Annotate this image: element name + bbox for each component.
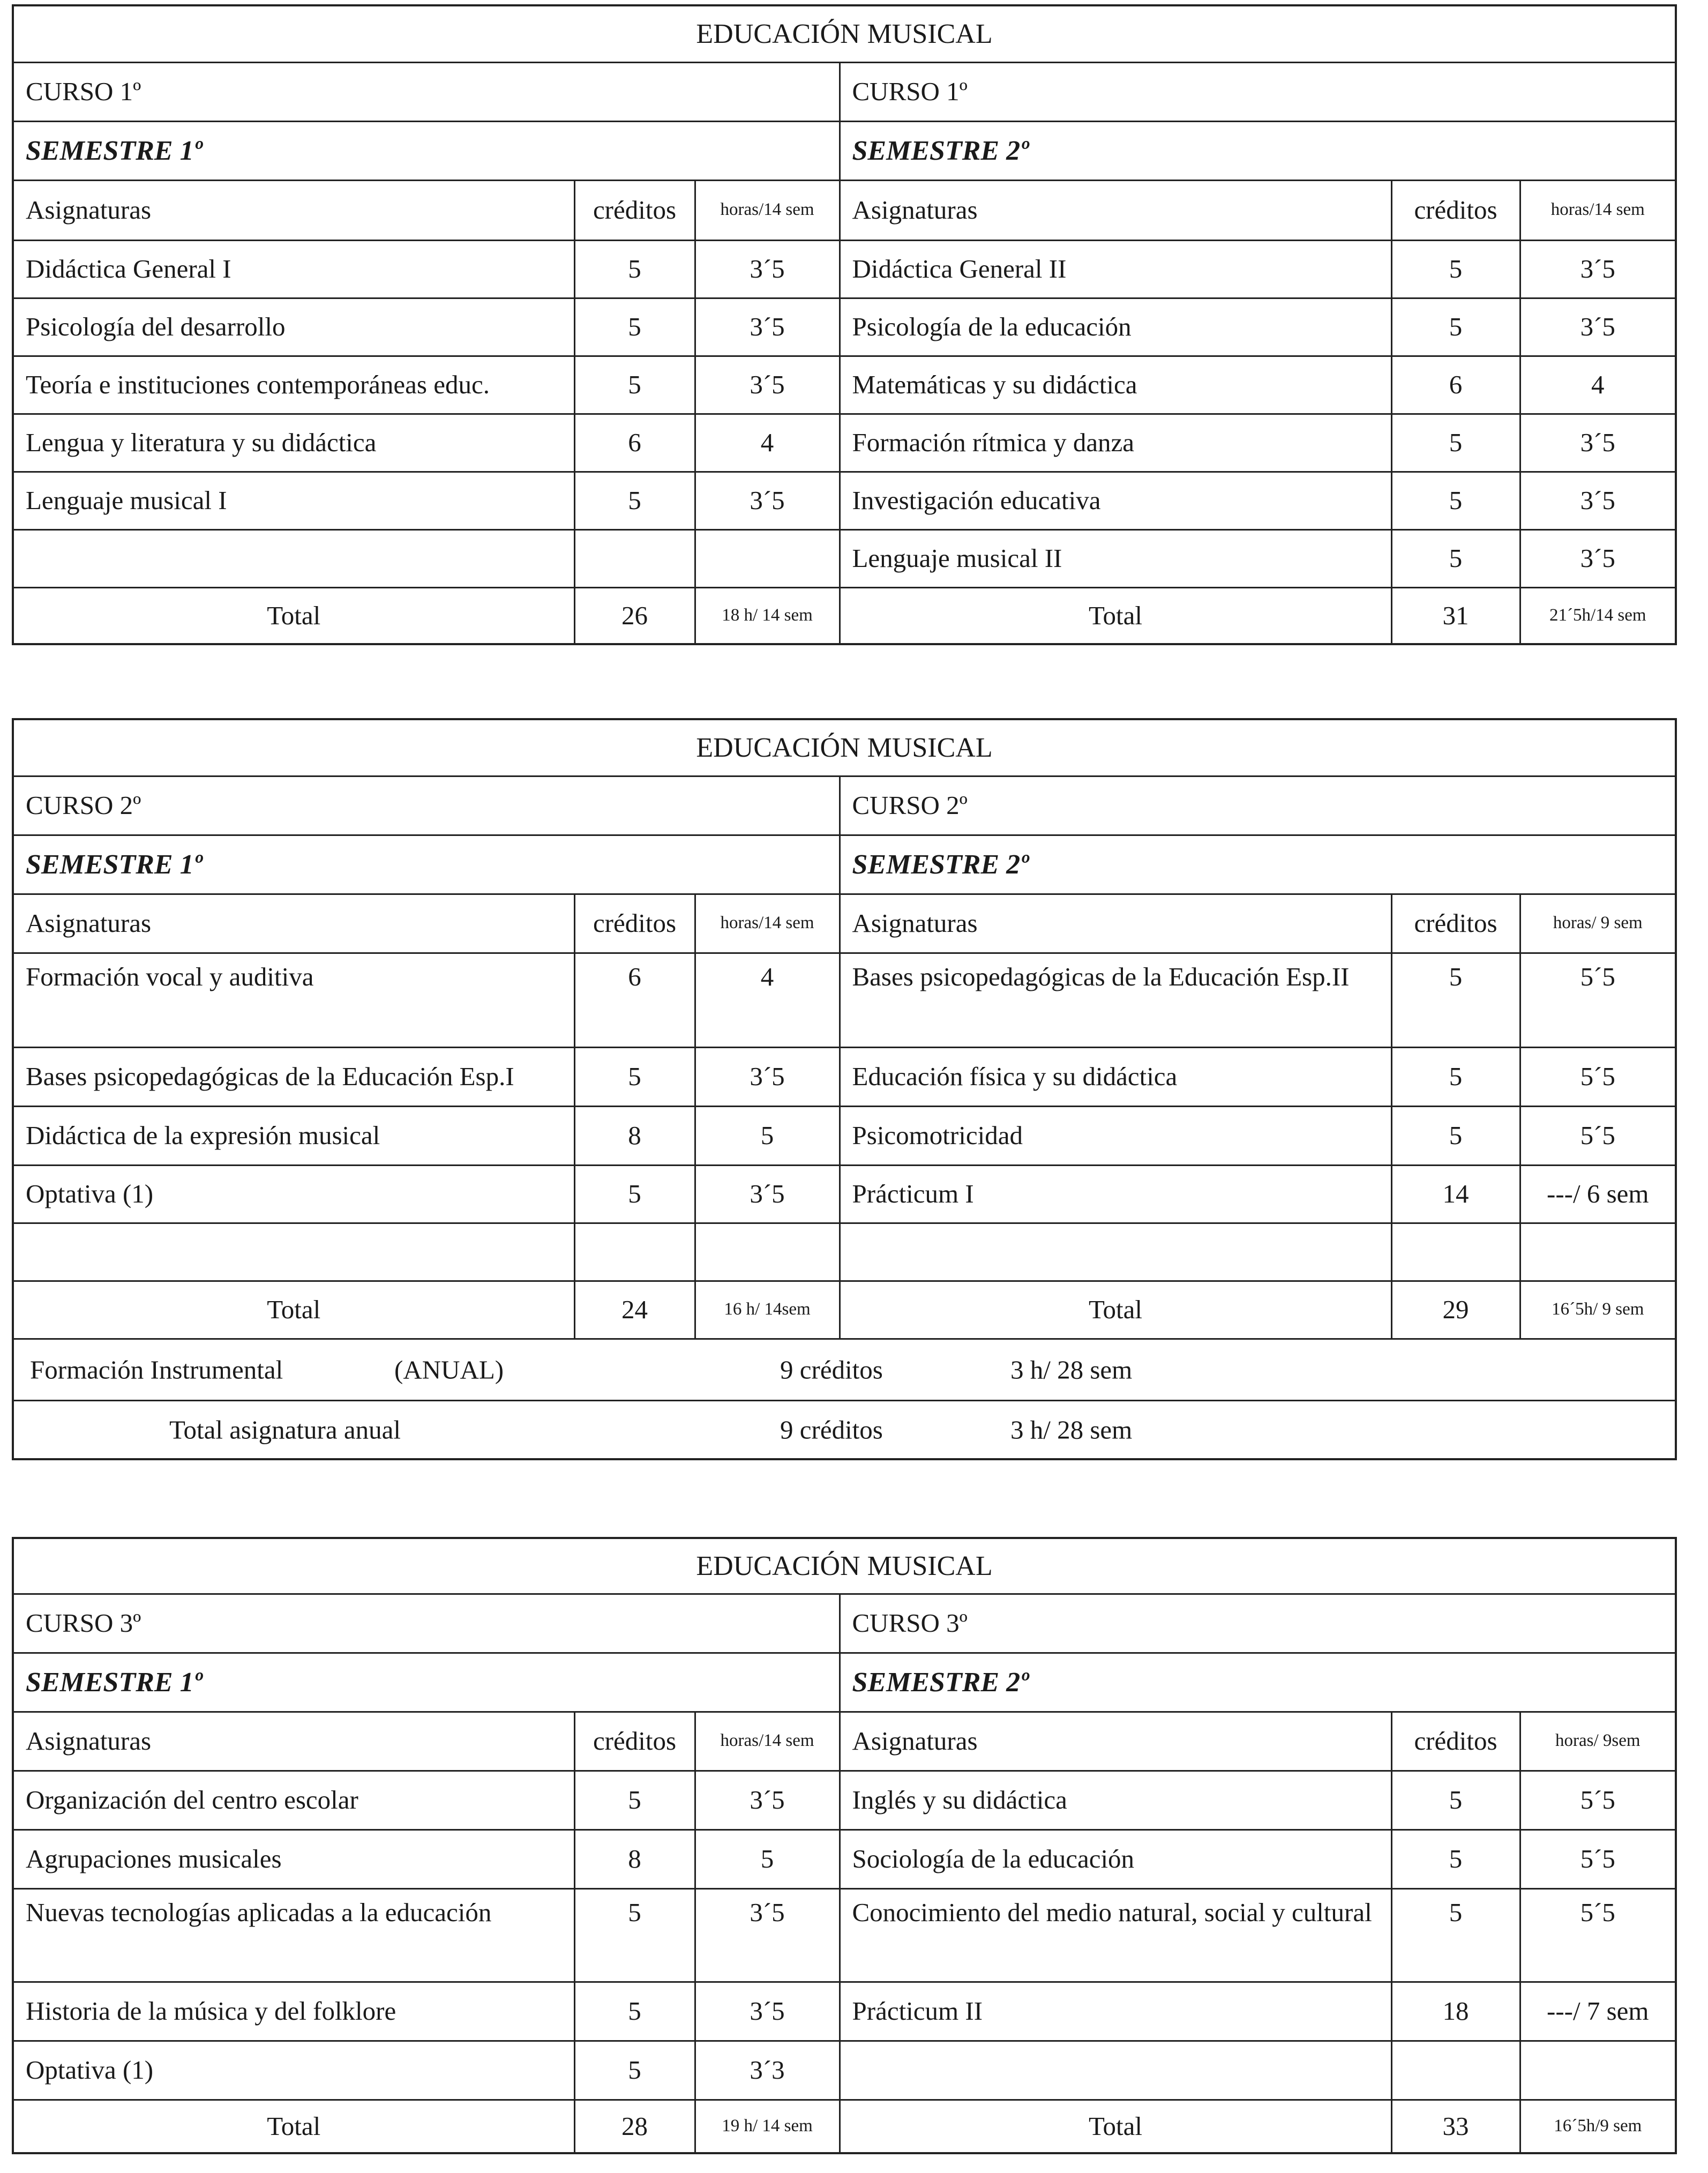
hours-header: horas/14 sem bbox=[695, 894, 840, 953]
hours-cell: 3´5 bbox=[695, 1165, 840, 1223]
subject-cell bbox=[840, 1223, 1391, 1281]
hours-cell: ---/ 6 sem bbox=[1520, 1165, 1676, 1223]
table-row bbox=[13, 1829, 1676, 1888]
hours-cell bbox=[695, 529, 840, 587]
total-hours: 16 h/ 14sem bbox=[695, 1281, 840, 1339]
hours-cell: 5´5 bbox=[1520, 1106, 1676, 1165]
subject-cell: Bases psicopedagógicas de la Educación Esp.II bbox=[840, 953, 1391, 1047]
subject-cell: Psicología del desarrollo bbox=[13, 298, 574, 356]
subject-cell bbox=[13, 1223, 574, 1281]
hours-cell: 3´5 bbox=[695, 1982, 840, 2041]
subjects-header: Asignaturas bbox=[13, 180, 574, 240]
total-credits: 28 bbox=[574, 2100, 695, 2153]
subject-cell: Historia de la música y del folklore bbox=[13, 1982, 574, 2041]
subjects-header: Asignaturas bbox=[840, 1712, 1391, 1771]
hours-cell: 5 bbox=[695, 1829, 840, 1888]
credits-header: créditos bbox=[1391, 894, 1520, 953]
plan-table-curso-2 bbox=[12, 718, 1675, 1460]
credits-cell: 14 bbox=[1391, 1165, 1520, 1223]
course-label: CURSO 1º bbox=[840, 62, 1676, 121]
subjects-header: Asignaturas bbox=[840, 894, 1391, 953]
subject-cell: Conocimiento del medio natural, social y cultural bbox=[840, 1888, 1391, 1982]
subject-cell: Nuevas tecnologías aplicadas a la educación bbox=[13, 1888, 574, 1982]
table-title: EDUCACIÓN MUSICAL bbox=[13, 1538, 1676, 1594]
total-hours: 16´5h/ 9 sem bbox=[1520, 1281, 1676, 1339]
annual-total-credits: 9 créditos bbox=[780, 1414, 883, 1444]
credits-header: créditos bbox=[574, 1712, 695, 1771]
table-row bbox=[13, 240, 1676, 298]
credits-cell: 5 bbox=[1391, 298, 1520, 356]
hours-cell: 3´3 bbox=[695, 2041, 840, 2100]
table-row bbox=[13, 414, 1676, 472]
subject-cell: Matemáticas y su didáctica bbox=[840, 356, 1391, 414]
semester-label: SEMESTRE 1º bbox=[13, 1653, 840, 1712]
hours-cell: 3´5 bbox=[695, 1888, 840, 1982]
hours-cell: 5´5 bbox=[1520, 1771, 1676, 1829]
header-row bbox=[13, 1712, 1676, 1771]
hours-cell: 3´5 bbox=[1520, 472, 1676, 529]
subject-cell: Prácticum I bbox=[840, 1165, 1391, 1223]
total-label: Total bbox=[840, 1281, 1391, 1339]
credits-cell: 5 bbox=[574, 472, 695, 529]
credits-cell: 5 bbox=[1391, 472, 1520, 529]
subject-cell: Didáctica General I bbox=[13, 240, 574, 298]
subjects-header: Asignaturas bbox=[13, 1712, 574, 1771]
plan-table-curso-1 bbox=[12, 4, 1675, 645]
credits-cell: 5 bbox=[574, 1165, 695, 1223]
total-label: Total bbox=[13, 587, 574, 644]
subject-cell: Organización del centro escolar bbox=[13, 1771, 574, 1829]
subject-cell: Optativa (1) bbox=[13, 1165, 574, 1223]
course-label: CURSO 2º bbox=[840, 776, 1676, 835]
subjects-header: Asignaturas bbox=[13, 894, 574, 953]
subject-cell: Psicología de la educación bbox=[840, 298, 1391, 356]
credits-cell: 5 bbox=[1391, 529, 1520, 587]
credits-cell: 5 bbox=[574, 1888, 695, 1982]
credits-cell: 5 bbox=[1391, 1888, 1520, 1982]
hours-cell: 3´5 bbox=[695, 356, 840, 414]
hours-cell: 3´5 bbox=[1520, 529, 1676, 587]
subjects-header: Asignaturas bbox=[840, 180, 1391, 240]
total-label: Total bbox=[840, 2100, 1391, 2153]
annual-subject: Formación Instrumental bbox=[30, 1354, 283, 1384]
total-row bbox=[13, 2100, 1676, 2153]
credits-cell: 5 bbox=[574, 298, 695, 356]
table-row bbox=[13, 1106, 1676, 1165]
total-credits: 31 bbox=[1391, 587, 1520, 644]
course-label: CURSO 2º bbox=[13, 776, 840, 835]
hours-cell: 4 bbox=[1520, 356, 1676, 414]
total-hours: 16´5h/9 sem bbox=[1520, 2100, 1676, 2153]
hours-cell bbox=[695, 1223, 840, 1281]
hours-cell: 5´5 bbox=[1520, 953, 1676, 1047]
hours-cell: 5´5 bbox=[1520, 1047, 1676, 1106]
hours-cell: 4 bbox=[695, 414, 840, 472]
annual-hours: 3 h/ 28 sem bbox=[1010, 1354, 1133, 1384]
credits-cell: 5 bbox=[1391, 240, 1520, 298]
semester-label: SEMESTRE 1º bbox=[13, 121, 840, 180]
table-row bbox=[13, 1771, 1676, 1829]
subject-cell: Lengua y literatura y su didáctica bbox=[13, 414, 574, 472]
credits-cell: 5 bbox=[1391, 1829, 1520, 1888]
table-row bbox=[13, 298, 1676, 356]
subject-cell: Teoría e instituciones contemporáneas educ. bbox=[13, 356, 574, 414]
subject-cell: Formación rítmica y danza bbox=[840, 414, 1391, 472]
table-title: EDUCACIÓN MUSICAL bbox=[13, 5, 1676, 62]
subject-cell: Formación vocal y auditiva bbox=[13, 953, 574, 1047]
annual-tag: (ANUAL) bbox=[394, 1354, 504, 1384]
total-row bbox=[13, 587, 1676, 644]
hours-cell: 3´5 bbox=[695, 472, 840, 529]
subject-cell: Inglés y su didáctica bbox=[840, 1771, 1391, 1829]
semester-label: SEMESTRE 2º bbox=[840, 1653, 1676, 1712]
subject-cell: Lenguaje musical II bbox=[840, 529, 1391, 587]
hours-cell: 4 bbox=[695, 953, 840, 1047]
credits-cell: 18 bbox=[1391, 1982, 1520, 2041]
table-row bbox=[13, 1888, 1676, 1982]
credits-cell: 5 bbox=[574, 2041, 695, 2100]
credits-header: créditos bbox=[1391, 1712, 1520, 1771]
course-label: CURSO 3º bbox=[840, 1594, 1676, 1653]
table-row bbox=[13, 1165, 1676, 1223]
annual-credits: 9 créditos bbox=[780, 1354, 883, 1384]
subject-cell: Optativa (1) bbox=[13, 2041, 574, 2100]
credits-cell: 5 bbox=[574, 1982, 695, 2041]
semester-label: SEMESTRE 2º bbox=[840, 835, 1676, 894]
total-label: Total bbox=[13, 2100, 574, 2153]
total-credits: 26 bbox=[574, 587, 695, 644]
annual-subject-row bbox=[13, 1339, 1676, 1400]
hours-header: horas/ 9 sem bbox=[1520, 894, 1676, 953]
credits-cell: 5 bbox=[1391, 1771, 1520, 1829]
total-row bbox=[13, 1281, 1676, 1339]
credits-cell: 6 bbox=[1391, 356, 1520, 414]
table-row bbox=[13, 1223, 1676, 1281]
hours-cell: 5´5 bbox=[1520, 1829, 1676, 1888]
credits-header: créditos bbox=[574, 180, 695, 240]
table-row bbox=[13, 1047, 1676, 1106]
total-hours: 19 h/ 14 sem bbox=[695, 2100, 840, 2153]
subject-cell: Didáctica General II bbox=[840, 240, 1391, 298]
subject-cell bbox=[13, 529, 574, 587]
table-title: EDUCACIÓN MUSICAL bbox=[13, 719, 1676, 776]
total-hours: 21´5h/14 sem bbox=[1520, 587, 1676, 644]
subject-cell: Agrupaciones musicales bbox=[13, 1829, 574, 1888]
table-row bbox=[13, 2041, 1676, 2100]
header-row bbox=[13, 894, 1676, 953]
subject-cell: Didáctica de la expresión musical bbox=[13, 1106, 574, 1165]
hours-cell bbox=[1520, 1223, 1676, 1281]
total-label: Total bbox=[840, 587, 1391, 644]
semester-label: SEMESTRE 1º bbox=[13, 835, 840, 894]
hours-header: horas/ 9sem bbox=[1520, 1712, 1676, 1771]
credits-header: créditos bbox=[574, 894, 695, 953]
subject-cell: Lenguaje musical I bbox=[13, 472, 574, 529]
credits-cell: 5 bbox=[574, 240, 695, 298]
hours-cell: 3´5 bbox=[1520, 298, 1676, 356]
semester-label: SEMESTRE 2º bbox=[840, 121, 1676, 180]
subject-cell: Sociología de la educación bbox=[840, 1829, 1391, 1888]
hours-header: horas/14 sem bbox=[695, 180, 840, 240]
hours-cell: 3´5 bbox=[695, 1047, 840, 1106]
table-row bbox=[13, 529, 1676, 587]
annual-total-hours: 3 h/ 28 sem bbox=[1010, 1414, 1133, 1444]
table-row bbox=[13, 472, 1676, 529]
annual-total-label: Total asignatura anual bbox=[169, 1414, 401, 1444]
header-row bbox=[13, 180, 1676, 240]
hours-cell: 5 bbox=[695, 1106, 840, 1165]
credits-cell: 5 bbox=[1391, 1047, 1520, 1106]
credits-cell bbox=[1391, 1223, 1520, 1281]
subject-cell: Investigación educativa bbox=[840, 472, 1391, 529]
hours-cell: 3´5 bbox=[695, 240, 840, 298]
credits-cell: 5 bbox=[1391, 953, 1520, 1047]
hours-cell: 3´5 bbox=[1520, 240, 1676, 298]
hours-cell: 3´5 bbox=[1520, 414, 1676, 472]
credits-cell: 8 bbox=[574, 1106, 695, 1165]
credits-cell: 5 bbox=[1391, 414, 1520, 472]
hours-cell: 5´5 bbox=[1520, 1888, 1676, 1982]
hours-cell bbox=[1520, 2041, 1676, 2100]
hours-header: horas/14 sem bbox=[695, 1712, 840, 1771]
table-row bbox=[13, 953, 1676, 1047]
credits-cell: 6 bbox=[574, 953, 695, 1047]
total-credits: 24 bbox=[574, 1281, 695, 1339]
total-credits: 33 bbox=[1391, 2100, 1520, 2153]
plan-table-curso-3 bbox=[12, 1537, 1675, 2154]
credits-cell bbox=[574, 1223, 695, 1281]
total-hours: 18 h/ 14 sem bbox=[695, 587, 840, 644]
annual-total-row bbox=[13, 1400, 1676, 1459]
hours-header: horas/14 sem bbox=[1520, 180, 1676, 240]
table-row bbox=[13, 1982, 1676, 2041]
credits-cell: 5 bbox=[1391, 1106, 1520, 1165]
credits-cell: 6 bbox=[574, 414, 695, 472]
subject-cell: Educación física y su didáctica bbox=[840, 1047, 1391, 1106]
credits-header: créditos bbox=[1391, 180, 1520, 240]
course-label: CURSO 1º bbox=[13, 62, 840, 121]
hours-cell: ---/ 7 sem bbox=[1520, 1982, 1676, 2041]
hours-cell: 3´5 bbox=[695, 1771, 840, 1829]
subject-cell: Prácticum II bbox=[840, 1982, 1391, 2041]
subject-cell: Bases psicopedagógicas de la Educación Esp.I bbox=[13, 1047, 574, 1106]
total-label: Total bbox=[13, 1281, 574, 1339]
subject-cell: Psicomotricidad bbox=[840, 1106, 1391, 1165]
credits-cell bbox=[1391, 2041, 1520, 2100]
table-row bbox=[13, 356, 1676, 414]
credits-cell: 5 bbox=[574, 1771, 695, 1829]
credits-cell: 5 bbox=[574, 1047, 695, 1106]
total-credits: 29 bbox=[1391, 1281, 1520, 1339]
hours-cell: 3´5 bbox=[695, 298, 840, 356]
course-label: CURSO 3º bbox=[13, 1594, 840, 1653]
credits-cell: 5 bbox=[574, 356, 695, 414]
credits-cell: 8 bbox=[574, 1829, 695, 1888]
credits-cell bbox=[574, 529, 695, 587]
subject-cell bbox=[840, 2041, 1391, 2100]
